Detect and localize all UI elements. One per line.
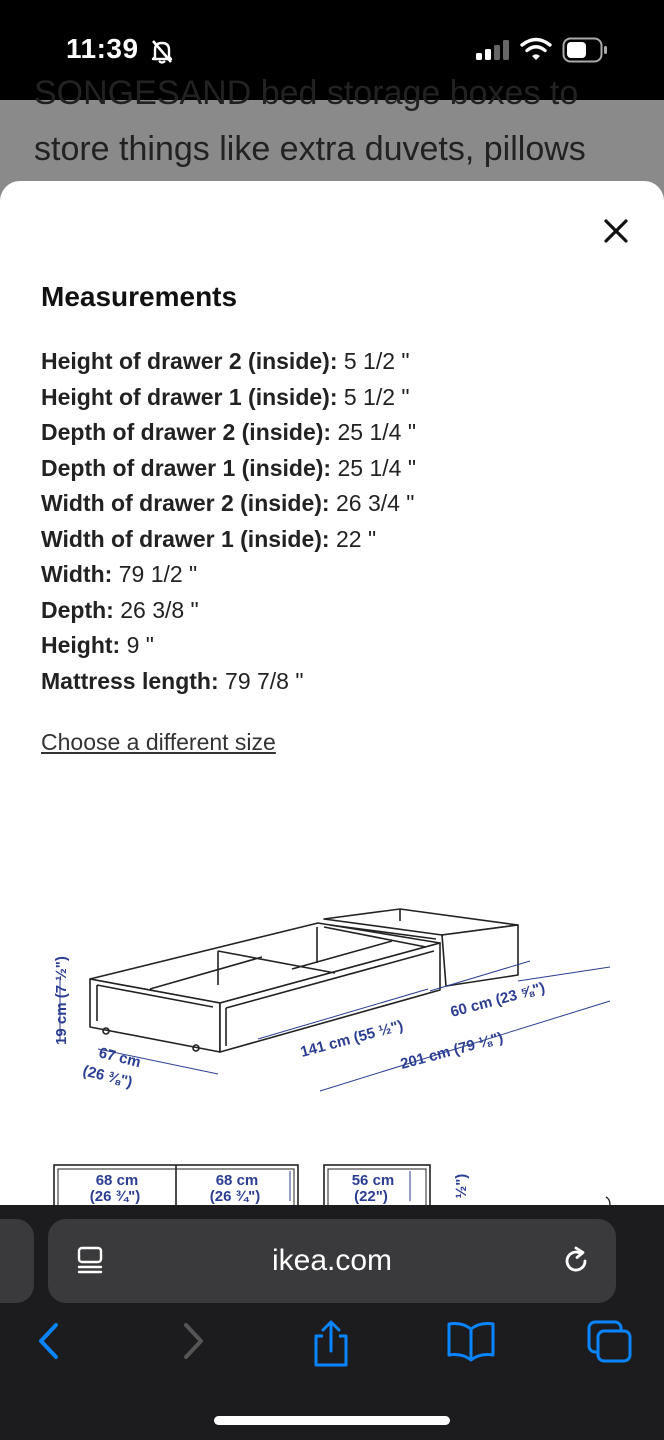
length-dimension-label: 201 cm (79 ⅛"): [398, 1029, 505, 1073]
measurement-label: Width of drawer 1 (inside):: [41, 525, 330, 552]
inner-dimension-label: ½"): [453, 1173, 470, 1199]
measurement-label: Height of drawer 2 (inside):: [41, 348, 338, 374]
storage-box-illustration: [90, 909, 518, 1052]
measurement-item: [41, 664, 416, 700]
measurement-item: [41, 628, 416, 664]
length-dimension-label: 141 cm (55 ½"): [298, 1017, 405, 1061]
measurement-item: [41, 593, 416, 629]
measurement-value: 79 7/8 ": [218, 667, 304, 694]
inner-dimension-label: (26 ¾"): [209, 1188, 261, 1205]
inner-dimension-label: 68 cm: [95, 1172, 139, 1189]
measurement-label: Width of drawer 2 (inside):: [41, 490, 330, 516]
measurement-value: 5 1/2 ": [337, 348, 410, 374]
measurement-label: Depth:: [41, 596, 114, 623]
depth-dimension-label: 67 cm: [97, 1044, 143, 1072]
inner-dimension-label: 56 cm: [351, 1172, 395, 1189]
sheet-title: Measurements: [41, 281, 238, 312]
background-text-line: store things like extra duvets, pillows: [34, 130, 586, 168]
measurement-label: Mattress length:: [41, 667, 219, 694]
measurement-value: 79 1/2 ": [112, 561, 198, 587]
measurement-value: 26 3/4 ": [329, 490, 415, 516]
bookmarks-icon[interactable]: [446, 1319, 496, 1363]
battery-icon: [562, 37, 608, 63]
bell-slash-icon: [148, 38, 176, 64]
choose-different-size-link[interactable]: Choose a different size: [41, 729, 276, 755]
measurement-value: 22 ": [329, 525, 377, 552]
measurement-item: [41, 380, 416, 416]
url-text[interactable]: ikea.com: [271, 1244, 393, 1277]
browser-toolbar: [0, 1205, 664, 1440]
measurement-label: Height:: [41, 632, 121, 658]
length-dimension-label: 60 cm (23 ⅝"): [448, 979, 547, 1021]
measurement-item: [41, 344, 416, 380]
depth-dimension-label: (26 ⅜"): [81, 1062, 135, 1092]
status-time: 11:39: [66, 33, 139, 64]
previous-tab-preview[interactable]: [0, 1219, 34, 1303]
inner-dimension-label: (26 ¾"): [89, 1188, 141, 1205]
measurement-item: [41, 415, 416, 451]
back-icon[interactable]: [32, 1319, 66, 1363]
measurements-sheet: [0, 181, 664, 1205]
measurement-item: [41, 522, 416, 558]
measurement-item: [41, 451, 416, 487]
measurement-value: 9 ": [120, 632, 154, 658]
measurement-item: [41, 557, 416, 593]
forward-icon[interactable]: [176, 1319, 210, 1363]
share-icon[interactable]: [308, 1319, 354, 1369]
tabs-icon[interactable]: [586, 1319, 634, 1365]
cellular-signal-icon: [476, 40, 510, 60]
measurements-list: [41, 344, 416, 699]
measurement-label: Depth of drawer 2 (inside):: [41, 419, 332, 445]
close-icon[interactable]: [596, 211, 636, 251]
address-bar[interactable]: [48, 1219, 616, 1303]
measurement-value: 5 1/2 ": [337, 383, 410, 410]
measurement-label: Width:: [41, 561, 113, 587]
measurement-item: [41, 486, 416, 522]
measurement-value: 25 1/4 ": [331, 454, 416, 481]
measurement-label: Height of drawer 1 (inside):: [41, 383, 338, 410]
background-text-line: SONGESAND bed storage boxes to: [34, 74, 579, 112]
measurement-value: 26 3/8 ": [113, 596, 199, 623]
inner-dimension-label: (22"): [354, 1188, 388, 1205]
reload-icon[interactable]: [558, 1243, 594, 1279]
wifi-icon: [520, 37, 552, 61]
height-dimension-label: 19 cm (7 ½"): [53, 956, 70, 1045]
measurement-label: Depth of drawer 1 (inside):: [41, 454, 332, 481]
dimension-diagram: [0, 881, 664, 1205]
inner-dimension-label: 68 cm: [215, 1172, 259, 1189]
home-indicator: [214, 1416, 450, 1425]
measurement-value: 25 1/4 ": [331, 419, 416, 445]
